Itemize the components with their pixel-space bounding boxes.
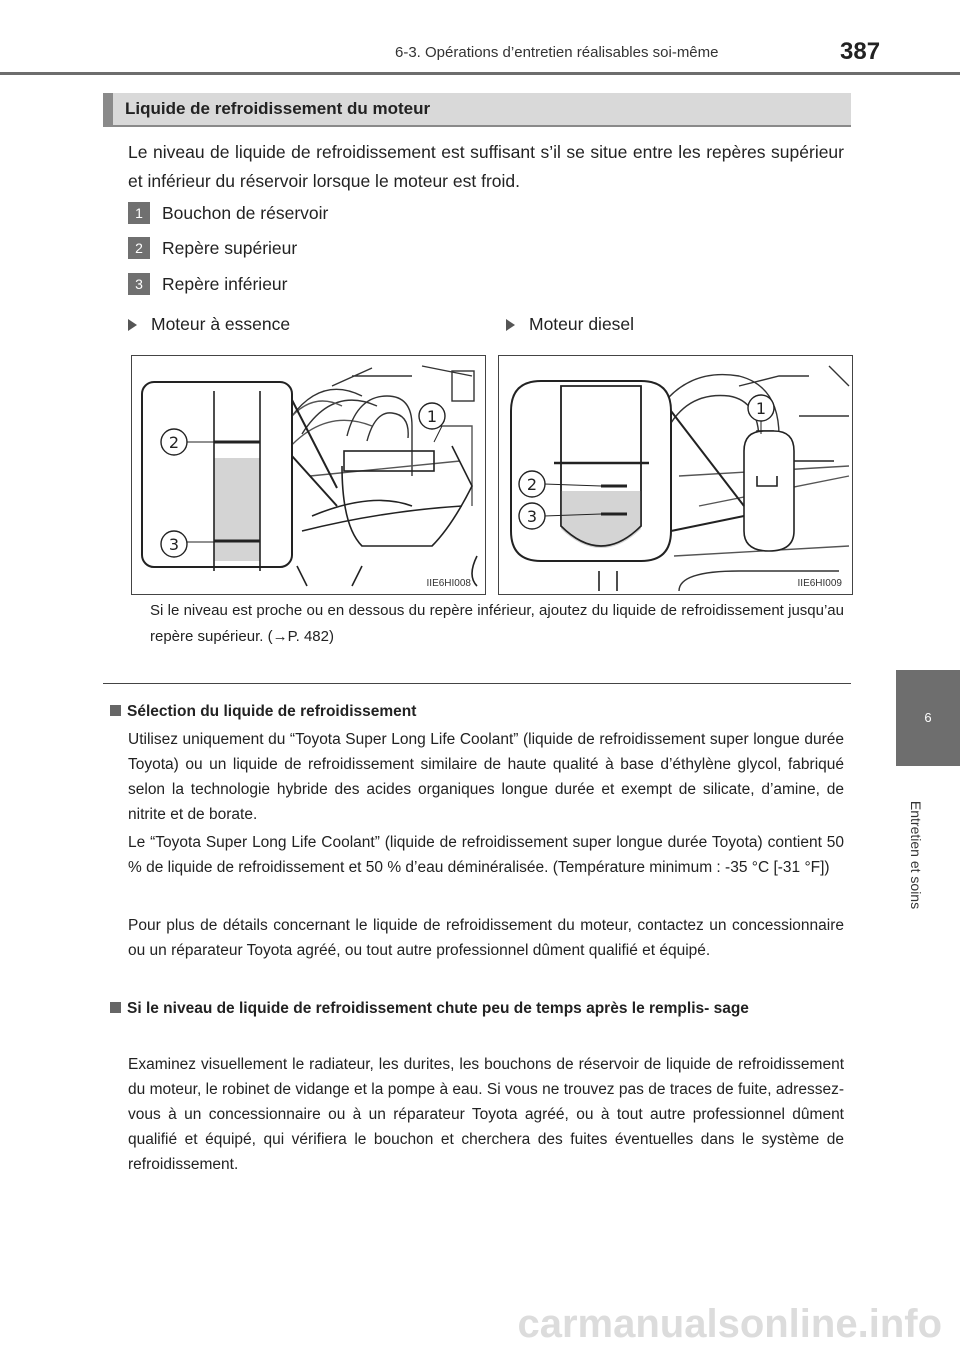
intro-paragraph: Le niveau de liquide de refroidissement est suffisant s’il se situe entre les repères supérieur et inférieur du réservoir lorsque le moteur est froid. xyxy=(128,142,844,191)
callout-label-1: 1 xyxy=(426,407,438,426)
square-bullet-icon xyxy=(110,705,121,716)
coolant-level-fill xyxy=(214,458,260,561)
note-heading-text: Sélection du liquide de refroidissement xyxy=(127,703,417,720)
figure-title-text: Moteur diesel xyxy=(529,314,635,334)
chapter-title-vertical xyxy=(902,790,930,920)
figure-diesel-engine xyxy=(498,355,853,595)
callout-label-3: 3 xyxy=(168,535,180,554)
figure-title-petrol xyxy=(128,314,290,335)
figure-caption: Si le niveau est proche ou en dessous du repère inférieur, ajoutez du liquide de refroidissement jusqu’au repère supérieur. (→P. 482) xyxy=(150,602,844,645)
note-heading-text: Si le niveau de liquide de refroidissement chute peu de temps après le remplis- sage xyxy=(127,1000,749,1017)
figure-petrol-engine xyxy=(131,355,486,595)
square-bullet-icon xyxy=(110,1002,121,1013)
notes-divider xyxy=(103,683,851,684)
section-title: Liquide de refroidissement du moteur xyxy=(125,99,431,118)
chapter-title: Entretien et soins xyxy=(908,800,924,910)
page-number: 387 xyxy=(840,38,881,65)
callout-label-2: 2 xyxy=(526,475,538,494)
callout-item-1 xyxy=(128,202,328,224)
callout-label-3: 3 xyxy=(526,507,538,526)
note-heading-1 xyxy=(110,699,416,724)
section-title-bar xyxy=(103,93,851,125)
petrol-engine-illustration xyxy=(132,356,485,594)
figure-title-text: Moteur à essence xyxy=(151,314,291,334)
callout-number: 1 xyxy=(128,202,150,224)
figure-code: IIE6HI009 xyxy=(797,578,842,589)
callout-label: Bouchon de réservoir xyxy=(162,202,329,223)
diesel-engine-illustration xyxy=(499,356,852,594)
watermark xyxy=(0,1298,960,1351)
triangle-bullet-icon xyxy=(128,319,137,331)
running-header: 6-3. Opérations d’entretien réalisables soi-même xyxy=(395,44,719,61)
figure-code: IIE6HI008 xyxy=(426,578,471,589)
note-paragraph: Pour plus de détails concernant le liquide de refroidissement du moteur, contactez un concessionnaire ou un réparateur Toyota agréé, ou tout autre professionnel dûment qualifié et équipé. xyxy=(128,917,844,959)
callout-label-1: 1 xyxy=(755,399,767,418)
section-title-underline xyxy=(103,125,851,127)
figure-title-diesel xyxy=(506,314,634,335)
callout-label: Repère inférieur xyxy=(162,273,288,294)
callout-number: 3 xyxy=(128,273,150,295)
note-paragraph: Examinez visuellement le radiateur, les durites, les bouchons de réservoir de liquide de refroidissement du moteur, le robinet de vidange et la pompe à eau. Si vous ne trouvez pas de traces de fuite, adressez-vous à un concessionnaire ou à un réparateur Toyota agréé, ou à tout autre professionnel dûment qualifié et équipé, qui vérifiera le bouchon et cherchera des fuites éventuelles dans le système de refroidissement. xyxy=(128,1056,844,1173)
callout-label-2: 2 xyxy=(168,433,180,452)
header-rule xyxy=(0,72,960,75)
note-paragraph: Le “Toyota Super Long Life Coolant” (liquide de refroidissement super longue durée Toyota) contient 50 % de liquide de refroidissement et 50 % d’eau déminéralisée. (Température minimum : -35 °C [-31 °F]) xyxy=(128,834,844,876)
callout-label: Repère supérieur xyxy=(162,237,298,258)
note-heading-2 xyxy=(110,996,851,1021)
callout-number: 2 xyxy=(128,237,150,259)
callout-item-2 xyxy=(128,237,297,259)
chapter-tab: 6 xyxy=(896,670,960,766)
watermark-text: carmanualsonline.info xyxy=(517,1302,942,1346)
callout-item-3 xyxy=(128,273,287,295)
note-paragraph: Utilisez uniquement du “Toyota Super Long Life Coolant” (liquide de refroidissement super longue durée Toyota) ou un liquide de refroidissement similaire de haute qualité à base d’éthylène glycol, fabriqué selon la technologie hybride des acides organiques longue durée et exempt de silicate, d’amine, de nitrite et de borate. xyxy=(128,731,844,823)
triangle-bullet-icon xyxy=(506,319,515,331)
